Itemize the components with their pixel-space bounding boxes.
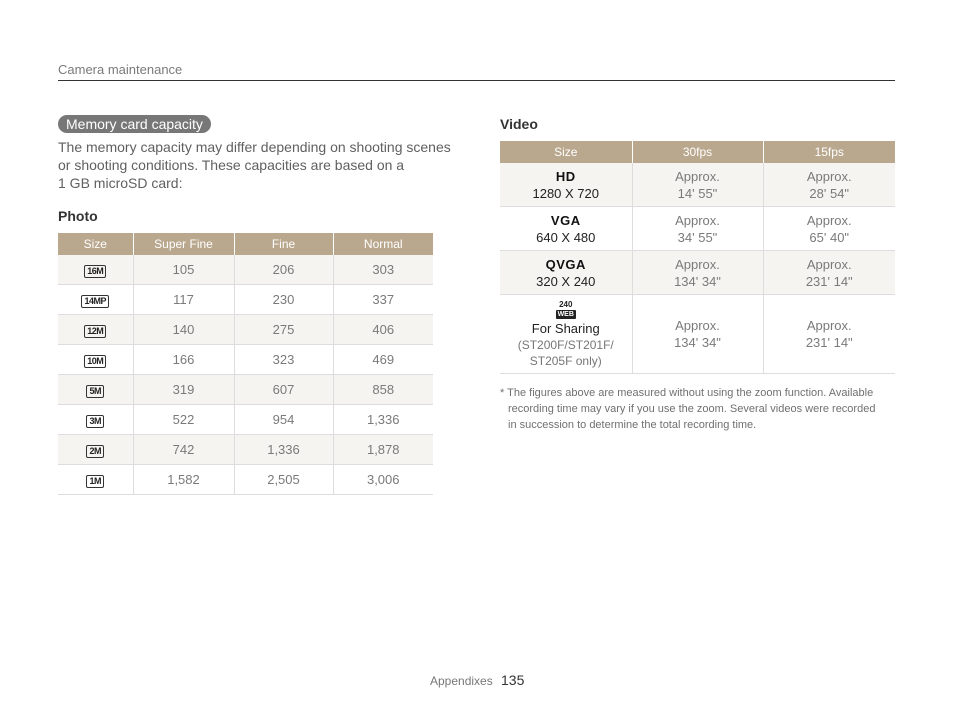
table-row: [500, 207, 895, 251]
table-cell: 337: [333, 285, 433, 315]
web-sharing-icon: [556, 300, 576, 319]
column-header-normal: Normal: [333, 233, 433, 255]
table-cell: 954: [234, 405, 333, 435]
resolution-1m-icon: 1M: [86, 475, 104, 488]
photo-heading: Photo: [58, 208, 98, 224]
video-size-label: 640 X 480: [536, 229, 596, 245]
video-size-label: 1280 X 720: [532, 185, 599, 201]
approx-label: Approx.: [675, 212, 720, 228]
approx-label: Approx.: [806, 212, 852, 228]
column-header-size: Size: [500, 141, 632, 163]
column-header-fine: Fine: [234, 233, 333, 255]
approx-label: Approx.: [675, 256, 720, 272]
table-row: [58, 285, 433, 315]
resolution-16m-icon: 16M: [84, 265, 106, 278]
table-row: [500, 295, 895, 374]
header-divider: [58, 80, 895, 81]
resolution-10m-icon: 10M: [84, 355, 106, 368]
web-icon-label: WEB: [557, 310, 574, 318]
table-row: [58, 435, 433, 465]
resolution-5m-icon: 5M: [86, 385, 104, 398]
table-cell: 166: [133, 345, 234, 375]
hd-icon: HD: [555, 168, 576, 184]
table-cell: 742: [133, 435, 234, 465]
table-cell: 303: [333, 255, 433, 285]
memory-card-capacity-badge: Memory card capacity: [58, 115, 211, 133]
recording-time: 134' 34": [674, 335, 721, 350]
vga-icon: VGA: [550, 212, 581, 228]
video-heading: Video: [500, 116, 538, 132]
table-cell: 117: [133, 285, 234, 315]
table-cell: 469: [333, 345, 433, 375]
footer-section-label: Appendixes: [430, 674, 493, 688]
table-row: [500, 251, 895, 295]
table-cell: 858: [333, 375, 433, 405]
table-row: [500, 163, 895, 207]
table-cell: 230: [234, 285, 333, 315]
table-cell: 1,336: [234, 435, 333, 465]
recording-time: 65' 40": [809, 229, 850, 245]
table-cell: 275: [234, 315, 333, 345]
footnote-line: recording time may vary if you use the zoom. Several videos were recorded: [508, 403, 876, 415]
table-cell: 2,505: [234, 465, 333, 495]
resolution-3m-icon: 3M: [86, 415, 104, 428]
resolution-12m-icon: 12M: [84, 325, 106, 338]
qvga-icon: QVGA: [545, 256, 586, 272]
video-footnote: [500, 385, 900, 433]
table-cell: 206: [234, 255, 333, 285]
model-note: ST205F only): [529, 353, 602, 368]
table-cell: 1,878: [333, 435, 433, 465]
intro-paragraph: [58, 138, 450, 192]
column-header-size: Size: [58, 233, 133, 255]
footnote-line: * The figures above are measured without using the zoom function. Available: [500, 387, 874, 399]
photo-capacity-table: [58, 233, 433, 495]
table-row: [58, 465, 433, 495]
intro-line: or shooting conditions. These capacities are based on a: [58, 157, 405, 173]
column-header-super-fine: Super Fine: [133, 233, 234, 255]
approx-label: Approx.: [806, 256, 852, 272]
intro-line: 1 GB microSD card:: [58, 175, 183, 191]
approx-label: Approx.: [806, 318, 852, 333]
table-cell: 140: [133, 315, 234, 345]
table-cell: 1,336: [333, 405, 433, 435]
table-cell: 105: [133, 255, 234, 285]
page-number: 135: [501, 672, 525, 688]
table-cell: 319: [133, 375, 234, 405]
resolution-2m-icon: 2M: [86, 445, 104, 458]
column-header-30fps: 30fps: [632, 141, 763, 163]
table-row: [58, 345, 433, 375]
recording-time: 134' 34": [674, 273, 721, 289]
resolution-14mp-icon: 14MP: [81, 295, 109, 308]
footnote-line: in succession to determine the total recording time.: [508, 419, 757, 431]
section-header: Camera maintenance: [58, 62, 183, 77]
web-icon-resolution: 240: [559, 299, 573, 309]
recording-time: 14' 55": [677, 185, 718, 201]
model-note: (ST200F/ST201F/: [517, 337, 614, 352]
column-header-15fps: 15fps: [763, 141, 895, 163]
for-sharing-label: For Sharing: [531, 320, 600, 336]
recording-time: 34' 55": [677, 229, 718, 245]
table-row: [58, 375, 433, 405]
table-cell: 3,006: [333, 465, 433, 495]
recording-time: 231' 14": [805, 273, 853, 289]
table-cell: 323: [234, 345, 333, 375]
table-cell: 522: [133, 405, 234, 435]
table-cell: 406: [333, 315, 433, 345]
intro-line: The memory capacity may differ depending on shooting scenes: [58, 139, 451, 155]
recording-time: 231' 14": [805, 335, 853, 350]
approx-label: Approx.: [675, 168, 720, 184]
table-row: [58, 405, 433, 435]
recording-time: 28' 54": [809, 185, 850, 201]
approx-label: Approx.: [675, 318, 720, 333]
table-cell: 607: [234, 375, 333, 405]
table-row: [58, 255, 433, 285]
video-size-label: 320 X 240: [536, 273, 596, 289]
table-cell: 1,582: [133, 465, 234, 495]
table-row: [58, 315, 433, 345]
approx-label: Approx.: [806, 168, 852, 184]
video-capacity-table: [500, 141, 895, 374]
